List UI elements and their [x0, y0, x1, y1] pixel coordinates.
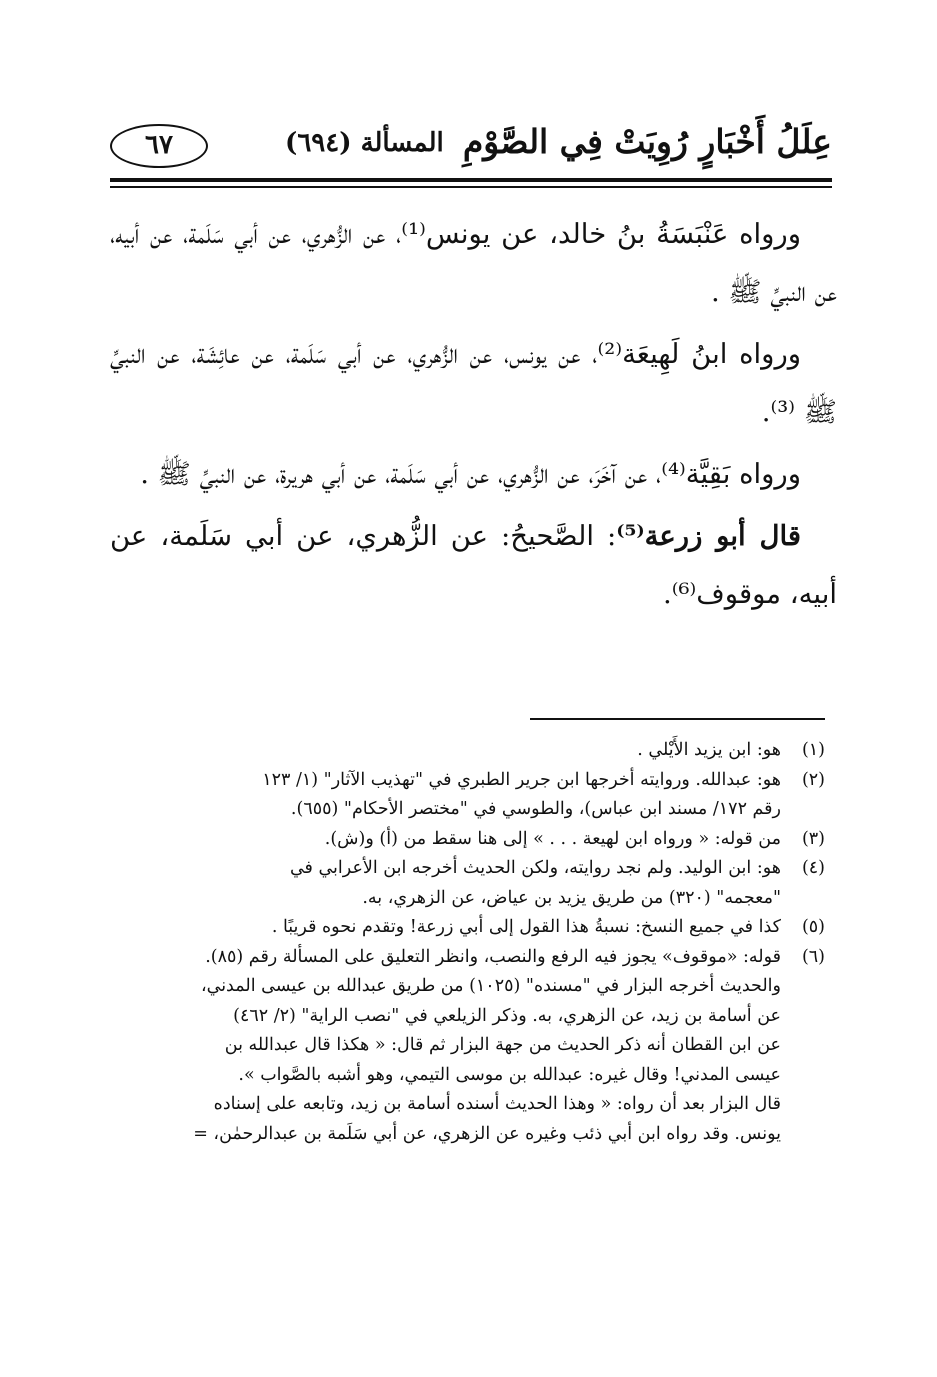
- footnote-line: قال البزار بعد أن رواه: « وهذا الحديث أسنده أسامة بن زيد، وتابعه على إسناده: [213, 1094, 781, 1114]
- footnote-6: [110, 943, 825, 1150]
- footnote-line: "معجمه" (٣٢٠) من طريق يزيد بن عياض، عن الزهري، به.: [362, 887, 781, 908]
- footnote-text: [110, 736, 781, 766]
- footnote-text: [110, 766, 781, 825]
- footnote-number: (٦): [801, 946, 825, 967]
- footnote-line: هو: ابن يزيد الأَيْلي .: [637, 740, 781, 760]
- footnote-number: (٤): [801, 858, 825, 878]
- book-title: عِلَلُ أَخْبَارٍ رُوِيَتْ فِي الصَّوْمِ: [462, 122, 832, 161]
- footnote-line: من قوله: « ورواه ابن لهيعة . . . » إلى هنا سقط من (أ) و(ش).: [324, 828, 781, 849]
- header-rule-thick: [110, 178, 832, 182]
- footnote-number: (٥): [801, 917, 825, 937]
- footnote-1: [110, 736, 825, 766]
- footnote-line: يونس. وقد رواه ابن أبي ذئب وغيره عن الزهري، عن أبي سَلَمة بن عبدالرحمٰن، =: [193, 1123, 781, 1144]
- footnote-number: (١): [801, 740, 825, 760]
- footnote-line: عيسى المدني! وقال غيره: عبدالله بن موسى التيمي، وهو أشبه بالصَّواب ».: [238, 1064, 781, 1085]
- footnote-5: [110, 913, 825, 943]
- footnote-text: [110, 943, 781, 1150]
- footnote-line: قوله: «موقوف» يجوز فيه الرفع والنصب، وانظر التعليق على المسألة رقم (٨٥).: [205, 946, 781, 967]
- footnote-text: [110, 854, 781, 913]
- paragraph-1: ورواه عَنْبَسَةُ بنُ خالد، عن يونس⁽¹⁾، عن الزُّهري، عن أبي سَلَمة، عن أبيه، عن النبيِّ ﷺ .: [110, 218, 837, 308]
- paragraph-2: ورواه ابنُ لَهِيعَة⁽²⁾، عن يونس، عن الزُّهري، عن أبي سَلَمة، عن عائِشَة، عن النبيِّ ﷺ ⁽³⁾.: [110, 338, 837, 428]
- footnote-number: (٣): [801, 828, 825, 849]
- footnote-line: عن ابن القطان أنه ذكر الحديث من جهة البزار ثم قال: « هكذا قال عبدالله بن: [224, 1035, 781, 1055]
- page-number: ٦٧: [110, 124, 208, 168]
- footnote-separator: [530, 718, 825, 720]
- footnote-3: [110, 825, 825, 855]
- paragraph-4-rest: : الصَّحيحُ: عن الزُّهري، عن أبي سَلَمة، عن أبيه، موقوف⁽⁶⁾.: [110, 520, 837, 610]
- footnotes: [110, 736, 825, 1149]
- footnote-2: [110, 766, 825, 825]
- footnote-line: رقم ١٧٢/ مسند ابن عباس)، والطوسي في "مختصر الأحكام" (٦٥٥).: [290, 799, 781, 819]
- header-rule-thin: [110, 186, 832, 188]
- footnote-line: هو: ابن الوليد. ولم نجد روايته، ولكن الحديث أخرجه ابن الأعرابي في: [289, 858, 781, 878]
- paragraph-4: [110, 507, 837, 623]
- paragraph-3: ورواه بَقِيَّة⁽⁴⁾، عن آخَرَ، عن الزُّهري، عن أبي سَلَمة، عن أبي هريرة، عن النبيِّ ﷺ .: [140, 458, 801, 490]
- paragraph-4-lead: قال أبو زرعة⁽⁵⁾: [616, 520, 801, 552]
- footnote-line: هو: عبدالله. وروايته أخرجها ابن جرير الطبري في "تهذيب الآثار" (١/ ١٢٣: [262, 769, 781, 790]
- footnote-line: عن أسامة بن زيد، عن الزهري، به. وذكر الزيلعي في "نصب الراية" (٢/ ٤٦٢): [233, 1005, 781, 1026]
- page-header: [110, 118, 832, 180]
- issue-label: المسألة (٦٩٤): [285, 128, 444, 158]
- footnote-line: والحديث أخرجه البزار في "مسنده" (١٠٢٥) من طريق عبدالله بن عيسى المدني،: [200, 976, 781, 996]
- footnote-4: [110, 854, 825, 913]
- footnote-line: كذا في جميع النسخ: نسبةُ هذا القول إلى أبي زرعة! وتقدم نحوه قريبًا .: [271, 917, 781, 937]
- main-text: [110, 205, 837, 627]
- footnote-text: [110, 913, 781, 943]
- footnote-text: [110, 825, 781, 855]
- footnote-number: (٢): [801, 769, 825, 790]
